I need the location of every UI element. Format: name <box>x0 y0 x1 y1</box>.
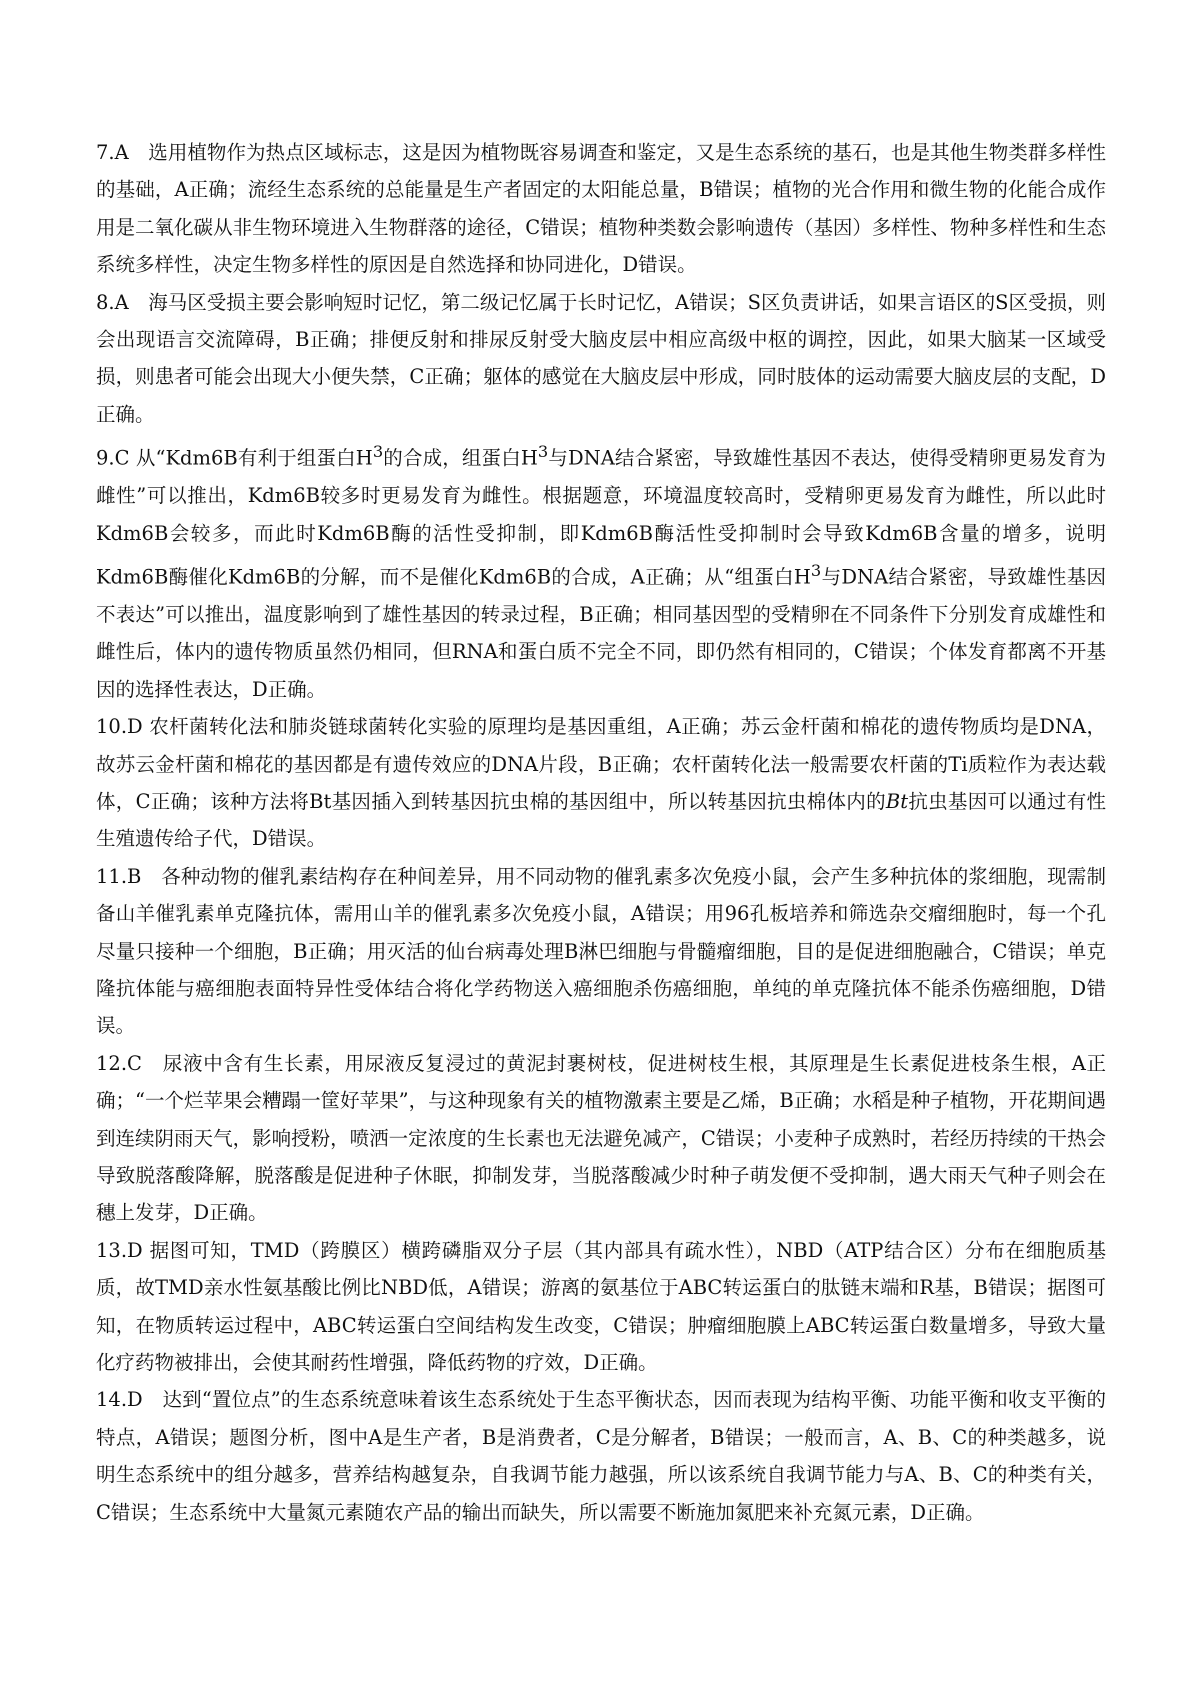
answer-9-text-part-3: 与DNA结合紧密，导致雄性基因不表达，使得受精卵更易发育为雌性”可以推出，Kdm6B较多时更易发育为雌性。根据题意，环境温度较高时，受精卵更易发育为雌性，所以此时Kdm6B会较多，而此时Kdm6B酶的活性受抑制，即Kdm6B酶活性受抑制时会导致Kdm6B含量的增多，说明Kdm6B酶催化Kdm6B的分解，而不是催化Kdm6B的合成，A正确；从“组蛋白H <box>96 446 1106 589</box>
answer-10-text-part-2: 抗虫基因可以通过有性生殖遗传给子代，D错误。 <box>96 789 1106 851</box>
answer-14 <box>96 1381 1106 1531</box>
answer-7-text: 7.A 选用植物作为热点区域标志，这是因为植物既容易调查和鉴定，又是生态系统的基石，也是其他生物类群多样性的基础，A正确；流经生态系统的总能量是生产者固定的太阳能总量，B错误；植物的光合作用和微生物的化能合成作用是二氧化碳从非生物环境进入生物群落的途径，C错误；植物种类数会影响遗传（基因）多样性、物种多样性和生态系统多样性，决定生物多样性的原因是自然选择和协同进化，D错误。 <box>96 141 1106 277</box>
superscript-3: 3 <box>537 442 549 462</box>
answer-13-text: 13.D 据图可知，TMD（跨膜区）横跨磷脂双分子层（其内部具有疏水性），NBD（ATP结合区）分布在细胞质基质，故TMD亲水性氨基酸比例比NBD低，A错误；游离的氨基位于ABC转运蛋白的肽链末端和R基，B错误；据图可知，在物质转运过程中，ABC转运蛋白空间结构发生改变，C错误；肿瘤细胞膜上ABC转运蛋白数量增多，导致大量化疗药物被排出，会使其耐药性增强，降低药物的疗效，D正确。 <box>96 1238 1106 1374</box>
answer-document <box>96 134 1106 1531</box>
superscript-3: 3 <box>810 560 822 580</box>
answer-14-text: 14.D 达到“置位点”的生态系统意味着该生态系统处于生态平衡状态，因而表现为结构平衡、功能平衡和收支平衡的特点，A错误；题图分析，图中A是生产者，B是消费者，C是分解者，B错误；一般而言，A、B、C的种类越多，说明生态系统中的组分越多，营养结构越复杂，自我调节能力越强，所以该系统自我调节能力与A、B、C的种类有关，C错误；生态系统中大量氮元素随农产品的输出而缺失，所以需要不断施加氮肥来补充氮元素，D正确。 <box>96 1388 1106 1524</box>
answer-11 <box>96 858 1106 1045</box>
answer-9-text-part-1: 9.C 从“Kdm6B有利于组蛋白H <box>96 446 373 470</box>
answer-9-text-part-2: 的合成，组蛋白H <box>383 446 538 470</box>
italic-bt: Bt <box>885 789 909 813</box>
answer-12-text: 12.C 尿液中含有生长素，用尿液反复浸过的黄泥封裹树枝，促进树枝生根，其原理是生长素促进枝条生根，A正确；“一个烂苹果会糟蹋一筐好苹果”，与这种现象有关的植物激素主要是乙烯，B正确；水稻是种子植物，开花期间遇到连续阴雨天气，影响授粉，喷洒一定浓度的生长素也无法避免减产，C错误；小麦种子成熟时，若经历持续的干热会导致脱落酸降解，脱落酸是促进种子休眠，抑制发芽，当脱落酸减少时种子萌发便不受抑制，遇大雨天气种子则会在穗上发芽，D正确。 <box>96 1051 1106 1225</box>
answer-10 <box>96 708 1106 858</box>
answer-12 <box>96 1045 1106 1232</box>
answer-7 <box>96 134 1106 284</box>
answer-11-text: 11.B 各种动物的催乳素结构存在种间差异，用不同动物的催乳素多次免疫小鼠，会产生多种抗体的浆细胞，现需制备山羊催乳素单克隆抗体，需用山羊的催乳素多次免疫小鼠，A错误；用96孔板培养和筛选杂交瘤细胞时，每一个孔尽量只接种一个细胞，B正确；用灭活的仙台病毒处理B淋巴细胞与骨髓瘤细胞，目的是促进细胞融合，C错误；单克隆抗体能与癌细胞表面特异性受体结合将化学药物送入癌细胞杀伤癌细胞，单纯的单克隆抗体不能杀伤癌细胞，D错误。 <box>96 864 1106 1038</box>
answer-9-text-part-4: 与DNA结合紧密，导致雄性基因不表达”可以推出，温度影响到了雄性基因的转录过程，B正确；相同基因型的受精卵在不同条件下分别发育成雄性和雌性后，体内的遗传物质虽然仍相同，但RNA和蛋白质不完全不同，即仍然有相同的，C错误；个体发育都离不开基因的选择性表达，D正确。 <box>96 565 1107 701</box>
superscript-3: 3 <box>372 442 384 462</box>
answer-8-text: 8.A 海马区受损主要会影响短时记忆，第二级记忆属于长时记忆，A错误；S区负责讲话，如果言语区的S区受损，则会出现语言交流障碍，B正确；排便反射和排尿反射受大脑皮层中相应高级中枢的调控，因此，如果大脑某一区域受损，则患者可能会出现大小便失禁，C正确；躯体的感觉在大脑皮层中形成，同时肢体的运动需要大脑皮层的支配，D正确。 <box>96 290 1106 426</box>
answer-13 <box>96 1232 1106 1382</box>
answer-8 <box>96 284 1106 434</box>
answer-9 <box>96 433 1106 708</box>
answer-10-text-part-1: 10.D 农杆菌转化法和肺炎链球菌转化实验的原理均是基因重组，A正确；苏云金杆菌和棉花的遗传物质均是DNA，故苏云金杆菌和棉花的基因都是有遗传效应的DNA片段，B正确；农杆菌转化法一般需要农杆菌的Ti质粒作为表达载体，C正确；该种方法将Bt基因插入到转基因抗虫棉的基因组中，所以转基因抗虫棉体内的 <box>96 715 1106 813</box>
